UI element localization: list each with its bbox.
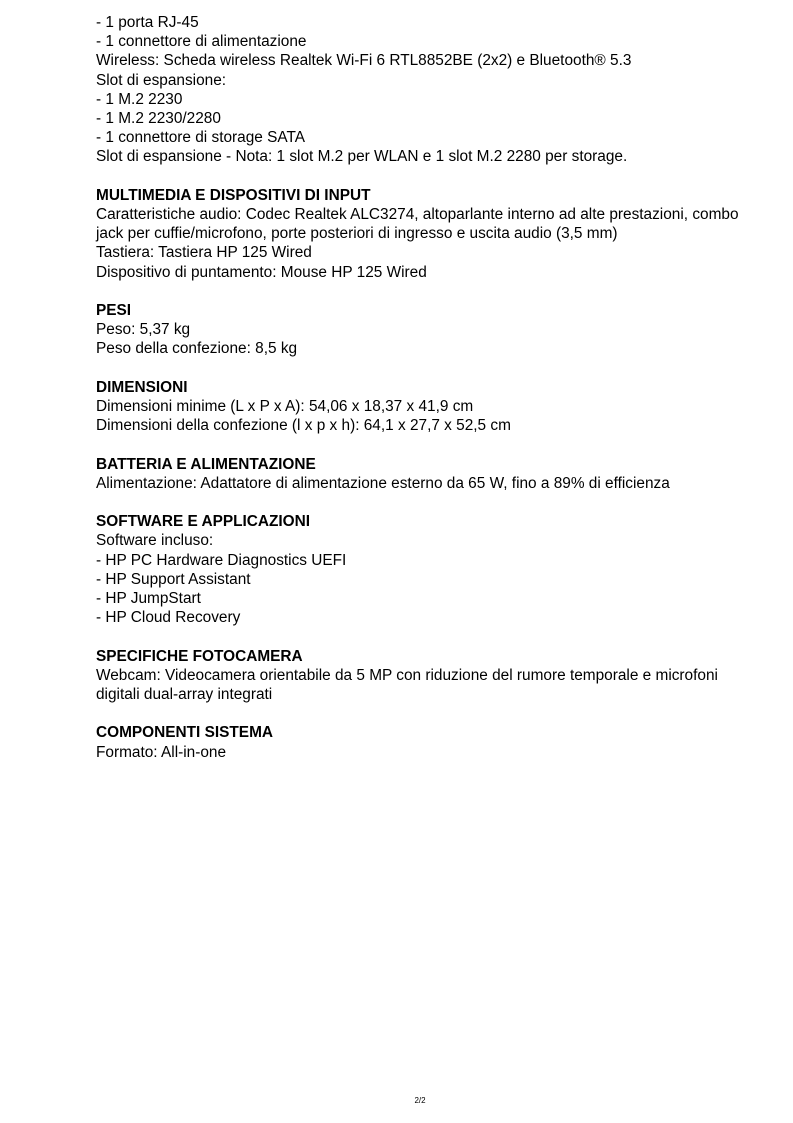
- spec-line: Slot di espansione:: [96, 71, 227, 89]
- document-body: [96, 13, 756, 762]
- section-heading: PESI: [96, 302, 132, 320]
- spec-line: Dimensioni della confezione (l x p x h): 64,1 x 27,7 x 52,5 cm: [96, 417, 511, 435]
- section-weights: [96, 301, 756, 359]
- spec-line: Slot di espansione - Nota: 1 slot M.2 per WLAN e 1 slot M.2 2280 per storage.: [96, 148, 628, 166]
- spec-line: - 1 M.2 2230/2280: [96, 110, 221, 128]
- section-heading: SOFTWARE E APPLICAZIONI: [96, 513, 311, 531]
- spec-line: - HP Cloud Recovery: [96, 609, 241, 627]
- spec-line: - HP Support Assistant: [96, 570, 251, 588]
- spec-line: - HP JumpStart: [96, 590, 201, 608]
- section-dimensions: [96, 378, 756, 436]
- spec-line: Dimensioni minime (L x P x A): 54,06 x 18,37 x 41,9 cm: [96, 398, 474, 416]
- spec-line: - 1 connettore di alimentazione: [96, 33, 307, 51]
- spec-line: Tastiera: Tastiera HP 125 Wired: [96, 244, 312, 262]
- section-software: [96, 512, 756, 627]
- section-heading: BATTERIA E ALIMENTAZIONE: [96, 455, 316, 473]
- spec-line: Caratteristiche audio: Codec Realtek ALC3274, altoparlante interno ad alte prestazioni, combo jack per cuffie/microfono, porte posteriori di ingresso e uscita audio (3,5 mm): [96, 206, 739, 243]
- spec-line: Webcam: Videocamera orientabile da 5 MP con riduzione del rumore temporale e microfoni digitali dual-array integrati: [96, 666, 718, 704]
- spec-line: - 1 connettore di storage SATA: [96, 129, 306, 147]
- section-power: [96, 455, 756, 493]
- section-connectivity: [96, 13, 756, 167]
- spec-line: Peso della confezione: 8,5 kg: [96, 340, 298, 358]
- spec-line: Peso: 5,37 kg: [96, 321, 191, 339]
- section-heading: COMPONENTI SISTEMA: [96, 724, 273, 742]
- section-heading: SPECIFICHE FOTOCAMERA: [96, 647, 303, 665]
- spec-line: Formato: All-in-one: [96, 743, 227, 761]
- spec-line: - 1 porta RJ-45: [96, 14, 199, 31]
- section-heading: MULTIMEDIA E DISPOSITIVI DI INPUT: [96, 186, 371, 204]
- spec-line: Alimentazione: Adattatore di alimentazione esterno da 65 W, fino a 89% di efficienza: [96, 474, 670, 492]
- spec-line: Software incluso:: [96, 532, 214, 550]
- spec-line: Wireless: Scheda wireless Realtek Wi-Fi 6 RTL8852BE (2x2) e Bluetooth® 5.3: [96, 52, 632, 70]
- section-camera: [96, 647, 756, 705]
- section-multimedia: [96, 186, 756, 282]
- spec-line: Dispositivo di puntamento: Mouse HP 125 Wired: [96, 263, 427, 281]
- section-system-components: [96, 723, 756, 761]
- spec-line: - 1 M.2 2230: [96, 90, 183, 108]
- page-number: 2/2: [414, 1096, 426, 1105]
- spec-line: - HP PC Hardware Diagnostics UEFI: [96, 551, 347, 569]
- section-heading: DIMENSIONI: [96, 378, 188, 396]
